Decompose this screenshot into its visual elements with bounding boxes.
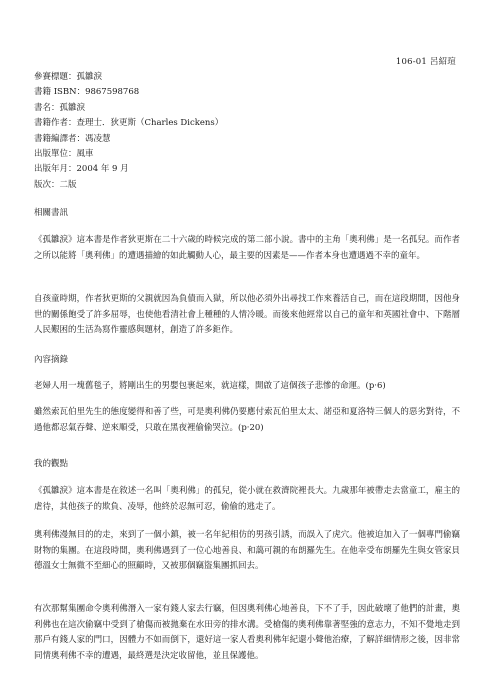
section-title-related-info: 相關書訊 <box>34 208 69 218</box>
student-id: 106-01 呂紹瑄 <box>395 57 456 67</box>
meta-contest-title: 參賽標題：孤雛淚 <box>34 72 103 82</box>
paragraph: 奧利佛漫無目的的走，來到了一個小鎮，被一名年紀相仿的男孩引誘，而誤入了虎穴。他被迫加入了一個專門偷竊財物的集團。在這段時間，奧利佛遇到了一位心地善良、和藹可親的布朗羅先生。在他幸受布朗羅先生與女管家貝德溫女士無微不至細心的照顧時，又被那個竊盜集團抓回去。 <box>34 530 460 572</box>
paragraph: 《孤雛淚》這本書是作者狄更斯在二十六歲的時候完成的第二部小說。書中的主角「奧利佛」是一名孤兒。而作者之所以能將「奧利佛」的遭遇描繪的如此觸動人心，最主要的因素是——作者本身也遭遇過不幸的童年。 <box>34 235 460 261</box>
meta-book-title: 書名：孤雛淚 <box>34 102 86 113</box>
paragraph: 《孤雛淚》這本書是在敘述一名叫「奧利佛」的孤兒，從小就在救濟院裡長大。九歲那年被帶走去當童工，雇主的虐待，其他孩子的欺負、凌辱，他終於忍無可忍，偷偷的逃走了。 <box>34 486 460 512</box>
paragraph: 有次那幫集團命令奧利佛潛入一家有錢人家去行竊，但因奧利佛心地善良，下不了手，因此破壞了他們的計畫，奧利佛也在這次偷竊中受到了槍傷而被拋棄在水田旁的排水溝。受槍傷的奧利佛靠著堅強的意志力，不知不覺地走到那戶有錢人家的門口，因體力不如而倒下，還好這一家人看奧利佛年紀還小聲他治療，了解詳細情形之後，因非常同情奧利佛不幸的遭遇，最終選是決定收留他，並且保護他。 <box>34 604 460 661</box>
paragraph: 自孩童時期，作者狄更斯的父親就因為負債而入獄，所以他必須外出尋找工作來養活自己，而在這段期間，因他身世的關係飽受了許多屈辱，也使他看清社會上種種的人情冷暖。而後來他經常以自己的童年和英國社會中、下階層人民艱困的生活為寫作靈感與題材，創造了許多鉅作。 <box>34 294 460 336</box>
book-metadata <box>34 70 223 193</box>
quote-paragraph: 老婦人用一塊舊毯子，將剛出生的男嬰包裹起來，就這樣，開啟了這個孩子悲慘的命運。(p‧6) <box>34 381 386 391</box>
meta-isbn: 書籍 ISBN：9867598768 <box>34 87 140 98</box>
meta-author: 書籍作者：查理士．狄更斯（Charles Dickens） <box>34 118 224 129</box>
meta-publisher: 出版單位：風車 <box>34 149 94 160</box>
quote-paragraph: 雖然索瓦伯里先生的態度變得和善了些，可是奧利佛仍要應付索瓦伯里太太、諾亞和夏洛特三個人的惡劣對待，不過他都忍氣吞聲、逆來順受，只敢在黑夜裡偷偷哭泣。(p‧20) <box>34 407 460 433</box>
section-title-opinion: 我的觀點 <box>34 459 69 469</box>
section-title-excerpt: 內容摘錄 <box>34 355 69 365</box>
meta-publish-date: 出版年月：2004 年 9 月 <box>34 164 129 175</box>
meta-edition: 版次：二版 <box>34 179 77 190</box>
meta-translator: 書籍編譯者：馮凌慧 <box>34 133 111 144</box>
